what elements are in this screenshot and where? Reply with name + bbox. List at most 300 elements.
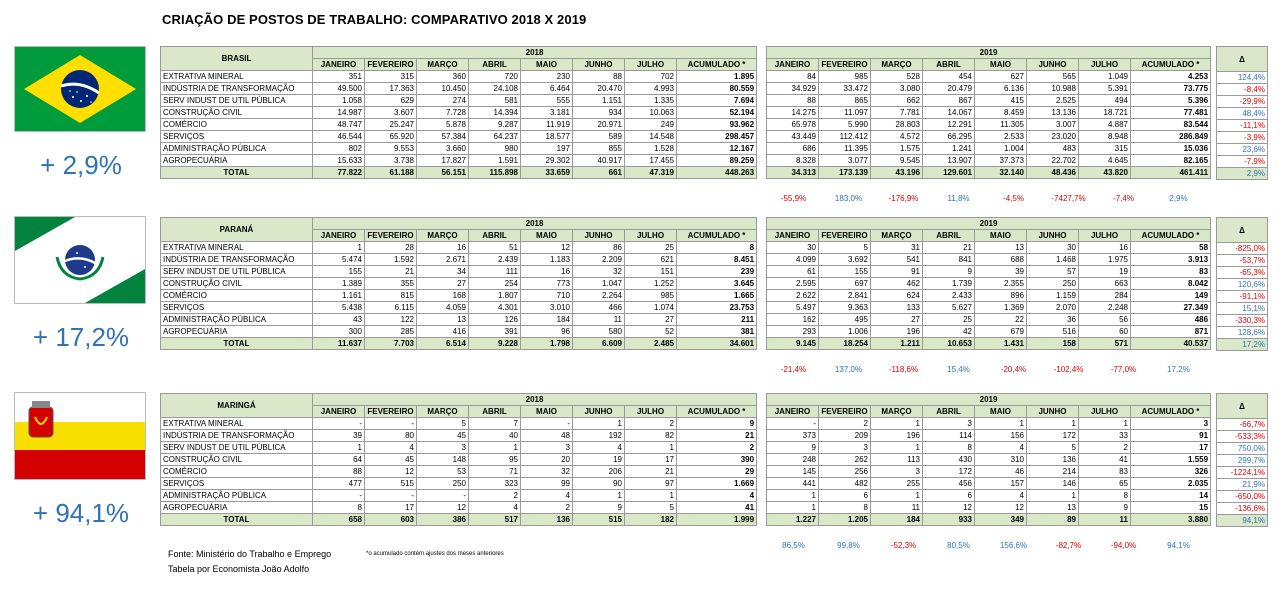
value-cell: 5 <box>819 242 871 254</box>
value-cell: 454 <box>923 71 975 83</box>
delta-cell: -1224,1% <box>1217 467 1268 479</box>
month-header: JULHO <box>1079 230 1131 242</box>
value-cell: 172 <box>1027 430 1079 442</box>
value-cell: 1.161 <box>313 290 365 302</box>
value-cell: 172 <box>923 466 975 478</box>
value-cell: 57 <box>1027 266 1079 278</box>
variation-cell: -176,9% <box>888 194 919 203</box>
value-cell: 11 <box>871 502 923 514</box>
value-cell: 86 <box>573 242 625 254</box>
month-header: JANEIRO <box>313 59 365 71</box>
value-cell: 20 <box>521 454 573 466</box>
value-cell: 1 <box>469 442 521 454</box>
delta-cell: 21,9% <box>1217 479 1268 491</box>
value-cell: 18.721 <box>1079 107 1131 119</box>
value-cell: 96 <box>521 326 573 338</box>
value-cell: 980 <box>469 143 521 155</box>
accumulated-cell: 4.253 <box>1131 71 1211 83</box>
total-cell: 6.514 <box>417 338 469 350</box>
month-header: MARÇO <box>417 230 469 242</box>
value-cell: 2.264 <box>573 290 625 302</box>
delta-cell: -8,4% <box>1217 84 1268 96</box>
accumulated-cell: 41 <box>677 502 757 514</box>
variation-cell: -94,0% <box>1110 541 1137 550</box>
sector-name: EXTRATIVA MINERAL <box>161 418 313 430</box>
accumulated-cell: 486 <box>1131 314 1211 326</box>
value-cell: 71 <box>469 466 521 478</box>
value-cell: 25 <box>923 314 975 326</box>
table-row <box>767 418 1211 430</box>
value-cell: 483 <box>1027 143 1079 155</box>
value-cell: 88 <box>767 95 819 107</box>
table-row <box>767 442 1211 454</box>
value-cell: - <box>365 418 417 430</box>
table-row <box>161 266 757 278</box>
value-cell: 300 <box>313 326 365 338</box>
value-cell: 1.807 <box>469 290 521 302</box>
author-footnote: Tabela por Economista João Adolfo <box>168 564 310 574</box>
delta-cell: 750,0% <box>1217 443 1268 455</box>
value-cell: 46.544 <box>313 131 365 143</box>
delta-header-row <box>1217 47 1268 72</box>
value-cell: - <box>767 418 819 430</box>
value-cell: 3 <box>521 442 573 454</box>
total-cell: 517 <box>469 514 521 526</box>
total-cell: 7.703 <box>365 338 417 350</box>
month-header: MAIO <box>521 406 573 418</box>
value-cell: 867 <box>923 95 975 107</box>
total-cell: 184 <box>871 514 923 526</box>
value-cell: 1.047 <box>573 278 625 290</box>
accumulated-cell: 2 <box>677 442 757 454</box>
value-cell: 1 <box>1079 418 1131 430</box>
table-row <box>161 95 757 107</box>
accumulated-cell: 15 <box>1131 502 1211 514</box>
value-cell: 83 <box>1079 466 1131 478</box>
accumulated-cell: 286.849 <box>1131 131 1211 143</box>
table-row <box>1217 315 1268 327</box>
value-cell: 11.919 <box>521 119 573 131</box>
value-cell: 1 <box>1027 418 1079 430</box>
header-row-months <box>767 406 1211 418</box>
value-cell: 192 <box>573 430 625 442</box>
value-cell: 8.459 <box>975 107 1027 119</box>
year-2018-label: 2018 <box>313 394 757 406</box>
total-cell: 1.211 <box>871 338 923 350</box>
source-footnote: Fonte: Ministério do Trabalho e Emprego <box>168 549 332 559</box>
value-cell: 865 <box>819 95 871 107</box>
accumulated-cell: 871 <box>1131 326 1211 338</box>
accumulated-cell: 211 <box>677 314 757 326</box>
value-cell: 197 <box>521 143 573 155</box>
delta-cell: -3,9% <box>1217 132 1268 144</box>
delta-header: Δ <box>1217 47 1268 72</box>
header-row-year <box>161 47 757 59</box>
value-cell: 494 <box>1079 95 1131 107</box>
accumulated-cell: 23.753 <box>677 302 757 314</box>
value-cell: 985 <box>625 290 677 302</box>
value-cell: 13.907 <box>923 155 975 167</box>
value-cell: 2.209 <box>573 254 625 266</box>
value-cell: 65 <box>1079 478 1131 490</box>
value-cell: 49.500 <box>313 83 365 95</box>
value-cell: 16 <box>1079 242 1131 254</box>
accumulated-header: ACUMULADO * <box>1131 230 1211 242</box>
sector-name: COMÉRCIO <box>161 290 313 302</box>
month-header: JUNHO <box>1027 406 1079 418</box>
table-row <box>1217 267 1268 279</box>
value-cell: 12 <box>417 502 469 514</box>
value-cell: 168 <box>417 290 469 302</box>
table-row <box>767 242 1211 254</box>
month-header: FEVEREIRO <box>819 406 871 418</box>
value-cell: 581 <box>469 95 521 107</box>
total-label: TOTAL <box>161 167 313 179</box>
total-cell: 43.820 <box>1079 167 1131 179</box>
total-row <box>161 514 757 526</box>
accumulated-cell: 73.775 <box>1131 83 1211 95</box>
table-row <box>161 83 757 95</box>
table-row <box>767 143 1211 155</box>
value-cell: 5 <box>417 418 469 430</box>
value-cell: 4 <box>975 442 1027 454</box>
table-row <box>161 290 757 302</box>
delta-table <box>1216 46 1268 180</box>
value-cell: 148 <box>417 454 469 466</box>
value-cell: 9 <box>923 266 975 278</box>
table-2019 <box>766 393 1211 526</box>
variation-cell: 15,4% <box>947 365 970 374</box>
region-label: MARINGÁ <box>161 394 313 418</box>
total-cell: 1.431 <box>975 338 1027 350</box>
year-2018-label: 2018 <box>313 218 757 230</box>
value-cell: 230 <box>521 71 573 83</box>
total-row <box>1217 339 1268 351</box>
maringa-headline: + 94,1% <box>32 498 130 528</box>
table-row <box>161 155 757 167</box>
value-cell: 663 <box>1079 278 1131 290</box>
sector-name: AGROPECUÁRIA <box>161 326 313 338</box>
value-cell: 48 <box>521 430 573 442</box>
value-cell: 12.291 <box>923 119 975 131</box>
table-row <box>161 107 757 119</box>
variation-cell: -20,4% <box>1000 365 1027 374</box>
value-cell: 97 <box>625 478 677 490</box>
table-2018 <box>160 393 757 526</box>
delta-cell: -65,3% <box>1217 267 1268 279</box>
total-label: TOTAL <box>161 514 313 526</box>
total-label: TOTAL <box>161 338 313 350</box>
accumulated-cell: 58 <box>1131 242 1211 254</box>
accumulated-cell: 17 <box>1131 442 1211 454</box>
header-row-year <box>767 47 1211 59</box>
value-cell: 3 <box>923 418 975 430</box>
total-row <box>767 514 1211 526</box>
value-cell: 18.577 <box>521 131 573 143</box>
value-cell: 24.108 <box>469 83 521 95</box>
value-cell: 16 <box>521 266 573 278</box>
value-cell: 15.633 <box>313 155 365 167</box>
table-row <box>161 242 757 254</box>
accumulated-cell: 3.645 <box>677 278 757 290</box>
delta-cell: -91,1% <box>1217 291 1268 303</box>
month-header: MAIO <box>521 230 573 242</box>
value-cell: 13 <box>417 314 469 326</box>
total-cell: 129.601 <box>923 167 975 179</box>
sector-name: ADMINISTRAÇÃO PÚBLICA <box>161 143 313 155</box>
value-cell: 1.592 <box>365 254 417 266</box>
value-cell: 1.335 <box>625 95 677 107</box>
value-cell: 1.468 <box>1027 254 1079 266</box>
value-cell: 9.553 <box>365 143 417 155</box>
value-cell: 2.525 <box>1027 95 1079 107</box>
month-header: MARÇO <box>871 230 923 242</box>
table-row <box>1217 132 1268 144</box>
table-row <box>1217 156 1268 168</box>
month-header: JANEIRO <box>313 230 365 242</box>
delta-table <box>1216 393 1268 527</box>
delta-cell: 124,4% <box>1217 72 1268 84</box>
accumulated-cell: 4 <box>677 490 757 502</box>
month-header: MARÇO <box>871 59 923 71</box>
month-header: ABRIL <box>923 406 975 418</box>
sector-name: INDÚSTRIA DE TRANSFORMAÇÃO <box>161 430 313 442</box>
value-cell: - <box>521 418 573 430</box>
variation-cell: 86,5% <box>782 541 805 550</box>
table-row <box>161 314 757 326</box>
value-cell: 36 <box>1027 314 1079 326</box>
table-row <box>1217 431 1268 443</box>
value-cell: 415 <box>975 95 1027 107</box>
value-cell: 5.474 <box>313 254 365 266</box>
total-cell: 89 <box>1027 514 1079 526</box>
value-cell: 248 <box>767 454 819 466</box>
value-cell: 855 <box>573 143 625 155</box>
value-cell: 32 <box>573 266 625 278</box>
value-cell: 60 <box>1079 326 1131 338</box>
value-cell: 29.302 <box>521 155 573 167</box>
value-cell: 1 <box>975 418 1027 430</box>
total-cell: 136 <box>521 514 573 526</box>
value-cell: 8.328 <box>767 155 819 167</box>
value-cell: 52 <box>625 326 677 338</box>
variation-cell: -4,5% <box>1003 194 1024 203</box>
value-cell: 310 <box>975 454 1027 466</box>
table-row <box>767 155 1211 167</box>
total-cell: 6.609 <box>573 338 625 350</box>
value-cell: 2.595 <box>767 278 819 290</box>
value-cell: 12 <box>365 466 417 478</box>
sector-name: SERVIÇOS <box>161 478 313 490</box>
value-cell: 815 <box>365 290 417 302</box>
value-cell: 315 <box>365 71 417 83</box>
value-cell: 1.252 <box>625 278 677 290</box>
variation-cell: 137,0% <box>834 365 863 374</box>
value-cell: 14.548 <box>625 131 677 143</box>
sector-name: CONSTRUÇÃO CIVIL <box>161 454 313 466</box>
value-cell: 66.295 <box>923 131 975 143</box>
month-header: JANEIRO <box>313 406 365 418</box>
value-cell: 22 <box>975 314 1027 326</box>
value-cell: 1.575 <box>871 143 923 155</box>
value-cell: 32 <box>521 466 573 478</box>
table-row <box>1217 443 1268 455</box>
accumulated-cell: 239 <box>677 266 757 278</box>
value-cell: 2.248 <box>1079 302 1131 314</box>
value-cell: 37.373 <box>975 155 1027 167</box>
value-cell: 4.887 <box>1079 119 1131 131</box>
table-row <box>1217 243 1268 255</box>
value-cell: 1 <box>871 490 923 502</box>
delta-table <box>1216 217 1268 351</box>
accumulated-cell: 9 <box>677 418 757 430</box>
value-cell: 99 <box>521 478 573 490</box>
value-cell: 21 <box>365 266 417 278</box>
value-cell: 2.070 <box>1027 302 1079 314</box>
value-cell: 11 <box>573 314 625 326</box>
delta-cell: -53,7% <box>1217 255 1268 267</box>
value-cell: 10.988 <box>1027 83 1079 95</box>
value-cell: 17.363 <box>365 83 417 95</box>
sector-name: AGROPECUÁRIA <box>161 155 313 167</box>
value-cell: 702 <box>625 71 677 83</box>
total-cell: 47.319 <box>625 167 677 179</box>
value-cell: 1 <box>313 442 365 454</box>
total-cell: 461.411 <box>1131 167 1211 179</box>
value-cell: 5.438 <box>313 302 365 314</box>
value-cell: 1 <box>767 502 819 514</box>
value-cell: 629 <box>365 95 417 107</box>
value-cell: 1 <box>625 442 677 454</box>
sector-name: SERV INDUST DE UTIL PÚBLICA <box>161 95 313 107</box>
value-cell: 589 <box>573 131 625 143</box>
value-cell: 51 <box>469 242 521 254</box>
value-cell: 262 <box>819 454 871 466</box>
table-row <box>1217 303 1268 315</box>
value-cell: 3.181 <box>521 107 573 119</box>
value-cell: 40.917 <box>573 155 625 167</box>
value-cell: 14.067 <box>923 107 975 119</box>
value-cell: 565 <box>1027 71 1079 83</box>
value-cell: 25 <box>625 242 677 254</box>
value-cell: 255 <box>871 478 923 490</box>
total-cell: 1.999 <box>677 514 757 526</box>
total-cell: 1.227 <box>767 514 819 526</box>
value-cell: 773 <box>521 278 573 290</box>
total-cell: 34.313 <box>767 167 819 179</box>
month-header: MAIO <box>975 230 1027 242</box>
value-cell: 5.627 <box>923 302 975 314</box>
table-2018 <box>160 46 757 179</box>
variation-cell: -77,0% <box>1110 365 1137 374</box>
value-cell: 4.645 <box>1079 155 1131 167</box>
value-cell: 4.099 <box>767 254 819 266</box>
delta-cell: -825,0% <box>1217 243 1268 255</box>
delta-cell: 120,6% <box>1217 279 1268 291</box>
month-header: JANEIRO <box>767 230 819 242</box>
accumulated-header: ACUMULADO * <box>1131 59 1211 71</box>
table-row <box>767 502 1211 514</box>
value-cell: 315 <box>1079 143 1131 155</box>
month-header: JANEIRO <box>767 59 819 71</box>
value-cell: 31 <box>871 242 923 254</box>
total-cell: 61.188 <box>365 167 417 179</box>
value-cell: 136 <box>1027 454 1079 466</box>
variation-cell: 80,5% <box>947 541 970 550</box>
value-cell: 65.978 <box>767 119 819 131</box>
table-row <box>767 466 1211 478</box>
region-label: PARANÁ <box>161 218 313 242</box>
variation-cell: -7,4% <box>1113 194 1134 203</box>
accumulated-cell: 77.481 <box>1131 107 1211 119</box>
month-header: FEVEREIRO <box>819 59 871 71</box>
table-row <box>1217 144 1268 156</box>
month-header: JANEIRO <box>767 406 819 418</box>
table-row <box>161 71 757 83</box>
value-cell: 477 <box>313 478 365 490</box>
value-cell: 934 <box>573 107 625 119</box>
value-cell: 1.151 <box>573 95 625 107</box>
value-cell: 4.059 <box>417 302 469 314</box>
value-cell: 3.660 <box>417 143 469 155</box>
delta-cell: -29,9% <box>1217 96 1268 108</box>
value-cell: 250 <box>1027 278 1079 290</box>
value-cell: 1 <box>313 242 365 254</box>
table-row <box>767 95 1211 107</box>
sector-name: COMÉRCIO <box>161 466 313 478</box>
total-cell: 11 <box>1079 514 1131 526</box>
value-cell: 2 <box>1079 442 1131 454</box>
total-cell: 158 <box>1027 338 1079 350</box>
value-cell: 2.841 <box>819 290 871 302</box>
total-row <box>1217 515 1268 527</box>
variation-cell: -52,3% <box>890 541 917 550</box>
variation-cell: -7427,7% <box>1051 194 1086 203</box>
total-cell: 48.436 <box>1027 167 1079 179</box>
value-cell: 28 <box>365 242 417 254</box>
accumulated-cell: 381 <box>677 326 757 338</box>
value-cell: 3.007 <box>1027 119 1079 131</box>
value-cell: 19 <box>1079 266 1131 278</box>
region-label: BRASIL <box>161 47 313 71</box>
sector-name: EXTRATIVA MINERAL <box>161 71 313 83</box>
delta-cell: -66,7% <box>1217 419 1268 431</box>
variation-cell: -55,9% <box>780 194 807 203</box>
delta-cell: -533,3% <box>1217 431 1268 443</box>
value-cell: 45 <box>417 430 469 442</box>
month-header: JULHO <box>1079 406 1131 418</box>
value-cell: 1.528 <box>625 143 677 155</box>
month-header: ABRIL <box>923 230 975 242</box>
page-title: CRIAÇÃO DE POSTOS DE TRABALHO: COMPARATIVO 2018 X 2019 <box>162 12 587 27</box>
month-header: JUNHO <box>1027 59 1079 71</box>
value-cell: - <box>313 490 365 502</box>
accumulated-cell: 8.042 <box>1131 278 1211 290</box>
delta-header-row <box>1217 218 1268 243</box>
value-cell: 3.692 <box>819 254 871 266</box>
accumulated-cell: 149 <box>1131 290 1211 302</box>
month-header: JUNHO <box>573 406 625 418</box>
total-cell: 515 <box>573 514 625 526</box>
value-cell: 156 <box>975 430 1027 442</box>
accumulated-cell: 1.665 <box>677 290 757 302</box>
value-cell: 90 <box>573 478 625 490</box>
month-header: JULHO <box>625 230 677 242</box>
value-cell: 196 <box>871 430 923 442</box>
delta-cell: 48,4% <box>1217 108 1268 120</box>
table-row <box>1217 84 1268 96</box>
month-header: ABRIL <box>923 59 975 71</box>
